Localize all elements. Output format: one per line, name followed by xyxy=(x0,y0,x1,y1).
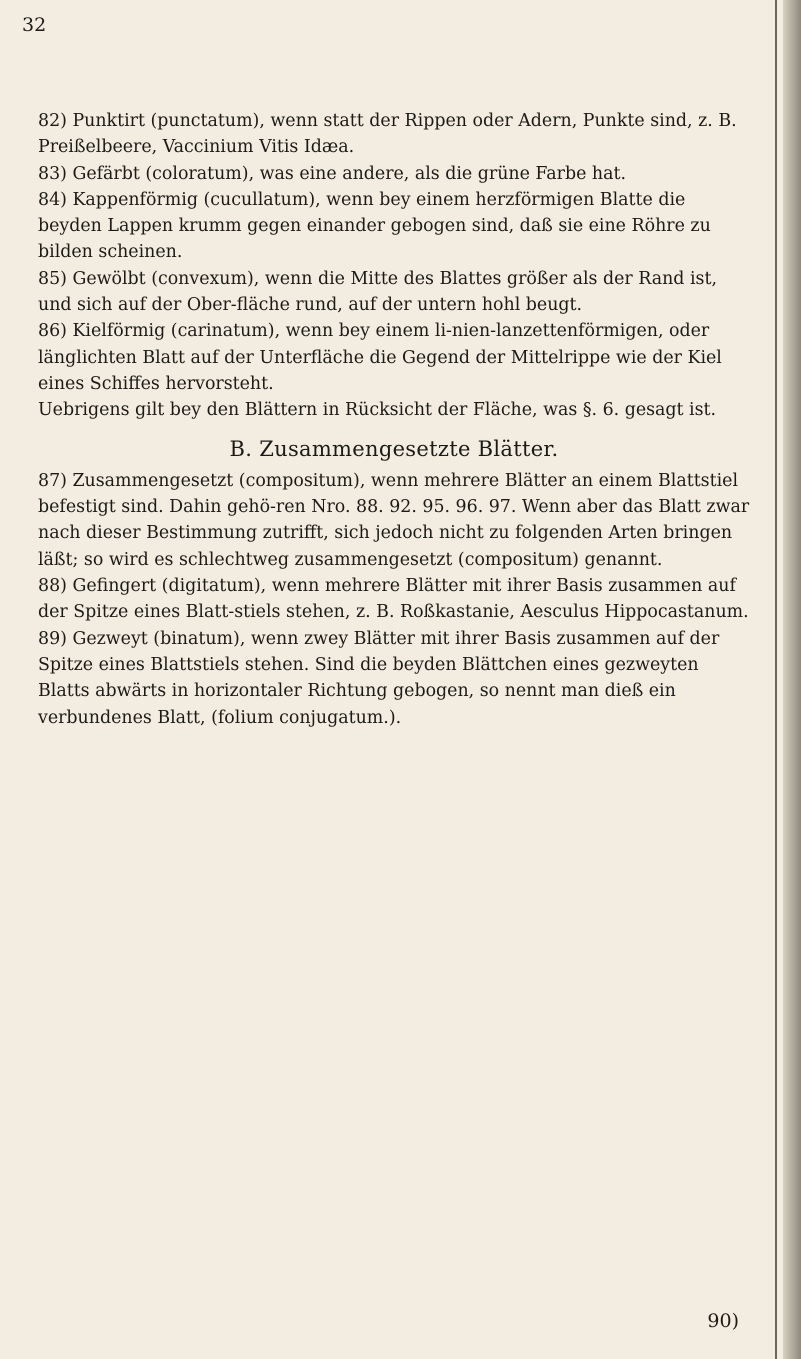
paragraph-86: 86) Kielförmig (carinatum), wenn bey einem li-nien-lanzettenförmigen, oder länglichten Blatt auf der Unterfläche die Gegend der Mittelrippe wie der Kiel eines Schiffes hervorsteht. xyxy=(38,321,722,394)
paragraph-87: 87) Zusammengesetzt (compositum), wenn mehrere Blätter an einem Blattstiel befestigt sind. Dahin gehö-ren Nro. 88. 92. 95. 96. 97. Wenn aber das Blatt zwar nach dieser Bestimmung zutrifft, sich jedoch nicht zu folgenden Arten bringen läßt; so wird es schlechtweg zusammengesetzt (compositum) genannt. xyxy=(38,470,750,570)
paragraph-83: 83) Gefärbt (coloratum), was eine andere, als die grüne Farbe hat. xyxy=(38,163,627,184)
paragraph-uebrigens: Uebrigens gilt bey den Blättern in Rücksicht der Fläche, was §. 6. gesagt ist. xyxy=(38,400,717,421)
catchword: 90) xyxy=(707,1310,739,1332)
paragraph-85: 85) Gewölbt (convexum), wenn die Mitte des Blattes größer als der Rand ist, und sich auf der Ober-fläche rund, auf der untern hohl beugt. xyxy=(38,268,717,316)
page-number: 32 xyxy=(22,14,47,36)
section-heading: B. Zusammengesetzte Blätter. xyxy=(229,436,559,461)
paragraph-88: 88) Gefingert (digitatum), wenn mehrere Blätter mit ihrer Basis zusammen auf der Spitze eines Blatt-stiels stehen, z. B. Roßkastanie, Aesculus Hippocastanum. xyxy=(38,576,749,623)
paragraph-84: 84) Kappenförmig (cucullatum), wenn bey einem herzförmigen Blatte die beyden Lappen krumm gegen einander gebogen sind, daß sie eine Röhre zu bilden scheinen. xyxy=(38,189,711,263)
page-body xyxy=(38,108,750,731)
paragraph-89: 89) Gezweyt (binatum), wenn zwey Blätter mit ihrer Basis zusammen auf der Spitze eines Blattstiels stehen. Sind die beyden Blättchen eines gezweyten Blatts abwärts in horizontaler Richtung gebogen, so nennt man dieß ein verbundenes Blatt, (folium conjugatum.). xyxy=(38,628,720,728)
paragraph-82: 82) Punktirt (punctatum), wenn statt der Rippen oder Adern, Punkte sind, z. B. Preißelbeere, Vaccinium Vitis Idæa. xyxy=(38,111,737,158)
page-edge-shadow xyxy=(783,0,801,1359)
page-gutter-line xyxy=(775,0,777,1359)
